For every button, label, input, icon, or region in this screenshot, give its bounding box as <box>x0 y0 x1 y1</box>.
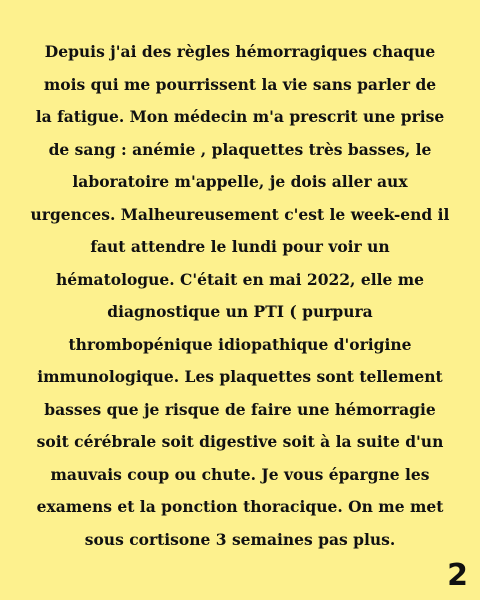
body-text <box>20 36 460 556</box>
text-line: diagnostique un PTI ( purpura <box>107 302 373 321</box>
text-line: de sang : anémie , plaquettes très basses, le <box>48 139 432 159</box>
text-line: sous cortisone 3 semaines pas plus. <box>84 529 396 549</box>
text-line: examens et la ponction thoracique. On me met <box>36 497 444 516</box>
text-line: thrombopénique idiopathique d'origine <box>68 334 412 354</box>
text-line: hématologue. C'était en mai 2022, elle me <box>56 269 424 289</box>
text-line: mauvais coup ou chute. Je vous épargne les <box>50 464 430 484</box>
text-line: la fatigue. Mon médecin m'a prescrit une prise <box>35 107 445 126</box>
text-line: urgences. Malheureusement c'est le week-end il <box>30 204 450 224</box>
text-line: faut attendre le lundi pour voir un <box>90 237 390 256</box>
text-line: Depuis j'ai des règles hémorragiques chaque <box>44 42 436 61</box>
text-line: basses que je risque de faire une hémorragie <box>44 399 436 419</box>
text-line: soit cérébrale soit digestive soit à la suite d'un <box>36 432 444 451</box>
page-number: 2 <box>447 558 468 593</box>
text-line: mois qui me pourrissent la vie sans parler de <box>43 74 437 94</box>
text-line: immunologique. Les plaquettes sont tellement <box>37 367 443 386</box>
text-line: laboratoire m'appelle, je dois aller aux <box>72 172 408 191</box>
